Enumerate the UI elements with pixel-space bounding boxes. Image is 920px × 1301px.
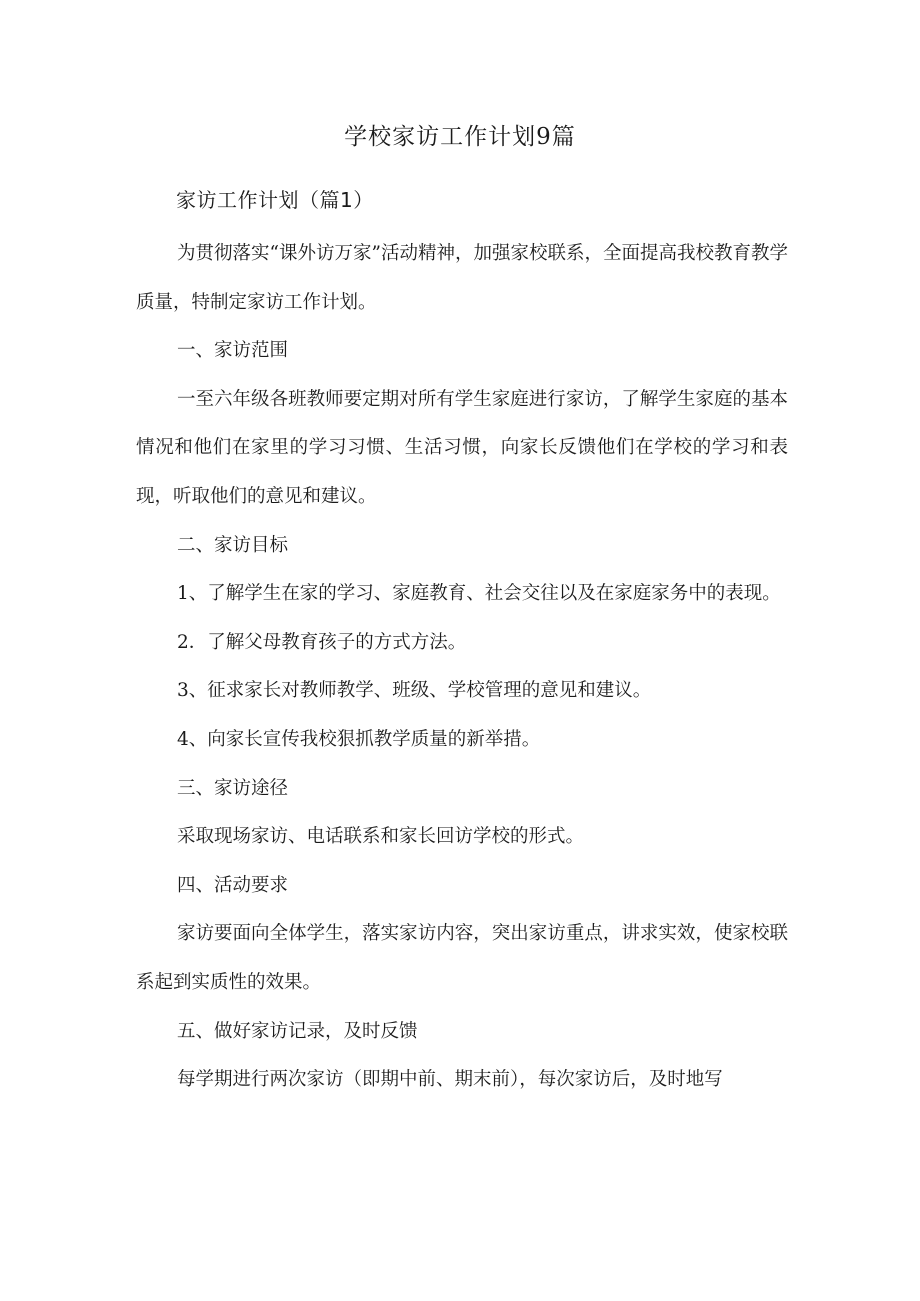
paragraph-scope: 一至六年级各班教师要定期对所有学生家庭进行家访，了解学生家庭的基本情况和他们在家里的学习习惯、生活习惯，向家长反馈他们在学校的学习和表现，听取他们的意见和建议。	[136, 388, 788, 507]
document-title: 学校家访工作计划9篇	[344, 124, 576, 150]
heading-records: 五、做好家访记录，及时反馈	[177, 1020, 418, 1042]
heading-requirements: 四、活动要求	[177, 874, 289, 896]
paragraph-intro: 为贯彻落实“课外访万家”活动精神，加强家校联系，全面提高我校教育教学质量，特制定家访工作计划。	[136, 243, 788, 313]
paragraph-goal-3: 3、征求家长对教师教学、班级、学校管理的意见和建议。	[177, 680, 652, 702]
paragraph-records: 每学期进行两次家访（即期中前、期末前），每次家访后，及时地写	[177, 1069, 723, 1091]
paragraph-requirements: 家访要面向全体学生，落实家访内容，突出家访重点，讲求实效，使家校联系起到实质性的效果。	[136, 923, 788, 993]
paragraph-goal-2: 2．了解父母教育孩子的方式方法。	[177, 631, 467, 653]
paragraph-goal-4: 4、向家长宣传我校狠抓教学质量的新举措。	[177, 728, 541, 750]
document-body	[136, 230, 788, 1105]
paragraph-goal-1: 1、了解学生在家的学习、家庭教育、社会交往以及在家庭家务中的表现。	[177, 583, 781, 605]
heading-scope: 一、家访范围	[177, 340, 289, 362]
heading-goals: 二、家访目标	[177, 534, 289, 556]
paragraph-approach: 采取现场家访、电话联系和家长回访学校的形式。	[177, 826, 585, 848]
heading-approach: 三、家访途径	[177, 777, 289, 799]
section-heading: 家访工作计划（篇1）	[176, 188, 374, 212]
